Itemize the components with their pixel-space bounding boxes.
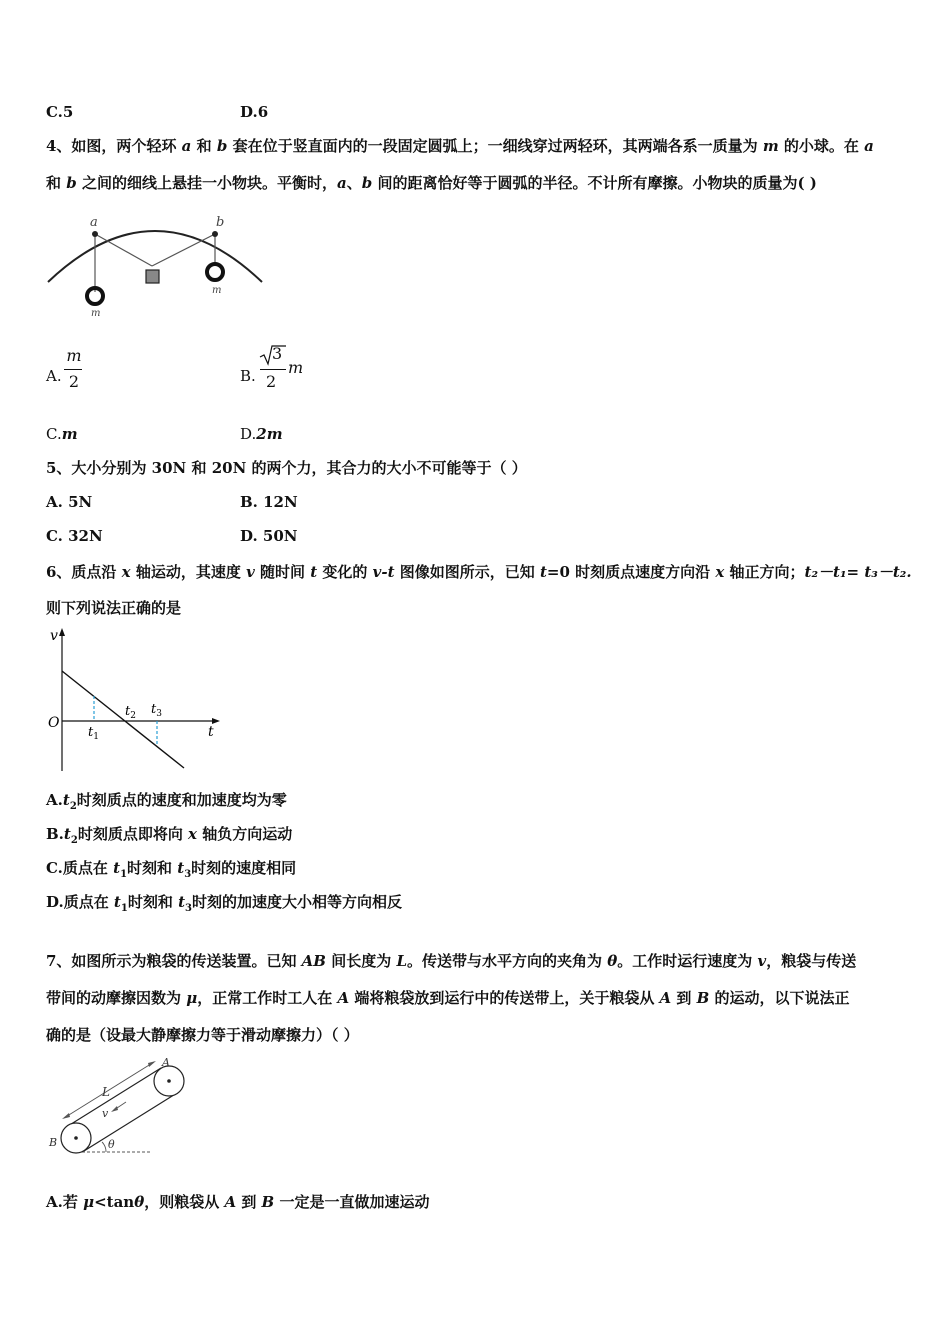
q5-option-a: A. 5N xyxy=(46,493,93,511)
q4-option-a-label: A. xyxy=(46,367,62,385)
q4-option-b-denominator: 2 xyxy=(266,372,277,391)
q4-option-a-numerator: m xyxy=(66,346,82,365)
q7-stem-line1: 7、如图所示为粮袋的传送装置。已知 AB 间长度为 L。传送带与水平方向的夹角为 θ。工作时运行速度为 v，粮袋与传送 xyxy=(46,952,857,970)
q7-label-v: v xyxy=(102,1107,109,1120)
q6-option-a: $A.t_2$时刻质点的速度和加速度均为零 xyxy=(46,791,287,812)
q5-option-b: B. 12N xyxy=(240,493,298,511)
q5-option-c: C. 32N xyxy=(46,527,103,545)
q6-label-t2: $t_2$ xyxy=(125,704,136,721)
q3-option-d: D.6 xyxy=(240,103,269,121)
q4-option-b-label: B. xyxy=(240,367,256,385)
q4-option-a-fraction-bar xyxy=(64,369,82,370)
q4-label-m2: m xyxy=(212,285,222,296)
q6-label-t1: $t_1$ xyxy=(88,725,99,742)
q6-stem-line2: 则下列说法正确的是 xyxy=(46,599,182,617)
q6-option-d: D.质点在 $t_1$时刻和 $t_3$时刻的加速度大小相等方向相反 xyxy=(46,893,402,914)
q4-stem-line1: 4、如图，两个轻环 a 和 b 套在位于竖直面内的一段固定圆弧上；一细线穿过两轻环，其两端各系一质量为 m 的小球。在 a xyxy=(46,137,874,155)
q7-stem-line2: 带间的动摩擦因数为 μ，正常工作时工人在 A 端将粮袋放到运行中的传送带上，关于粮袋从 A 到 B 的运动，以下说法正 xyxy=(46,989,850,1007)
q6-axis-v: v xyxy=(50,628,58,644)
q5-stem: 5、大小分别为 30N 和 20N 的两个力，其合力的大小不可能等于（ ） xyxy=(46,459,527,477)
q6-vt-graph xyxy=(44,626,229,776)
q3-option-c: C.5 xyxy=(46,103,74,121)
q4-option-a-denominator: 2 xyxy=(68,372,80,391)
q6-option-b: $B.t_2$时刻质点即将向 x 轴负方向运动 xyxy=(46,825,293,846)
q4-label-a: a xyxy=(90,215,98,230)
q7-label-l: L xyxy=(102,1085,110,1099)
q6-stem-line1: 6、质点沿 x 轴运动，其速度 v 随时间 t 变化的 v-t 图像如图所示，已知 t=0 时刻质点速度方向沿 x 轴正方向；t₂－t₁= t₃－t₂. xyxy=(46,563,912,581)
q7-label-b: B xyxy=(49,1136,58,1149)
q4-stem-line2: 和 b 之间的细线上悬挂一小物块。平衡时，a、b 间的距离恰好等于圆弧的半径。不计所有摩擦。小物块的质量为( ) xyxy=(46,174,817,192)
q5-option-d: D. 50N xyxy=(240,527,298,545)
q6-axis-t: t xyxy=(208,724,214,740)
q7-option-a: A.若 μ<tanθ，则粮袋从 A 到 B 一定是一直做加速运动 xyxy=(46,1193,430,1211)
q7-stem-line3: 确的是（设最大静摩擦力等于滑动摩擦力）（ ） xyxy=(46,1026,359,1044)
q4-label-m1: m xyxy=(91,308,101,319)
q4-arc-figure xyxy=(40,210,270,320)
q4-option-b-numerator: 3 xyxy=(272,344,283,363)
q4-option-b-m: m xyxy=(288,358,304,377)
q6-origin: O xyxy=(48,715,60,731)
q4-option-c: C.m xyxy=(46,425,78,443)
q7-label-theta: θ xyxy=(108,1138,115,1151)
q7-conveyor-figure xyxy=(44,1054,194,1159)
q4-option-b-fraction-bar xyxy=(260,369,286,370)
q4-label-b: b xyxy=(216,215,225,230)
q6-option-c: C.质点在 $t_1$时刻和 $t_3$时刻的速度相同 xyxy=(46,859,297,880)
q4-option-d: D.2m xyxy=(240,425,283,443)
q6-label-t3: $t_3$ xyxy=(151,702,162,719)
q7-label-a: A xyxy=(162,1056,170,1069)
